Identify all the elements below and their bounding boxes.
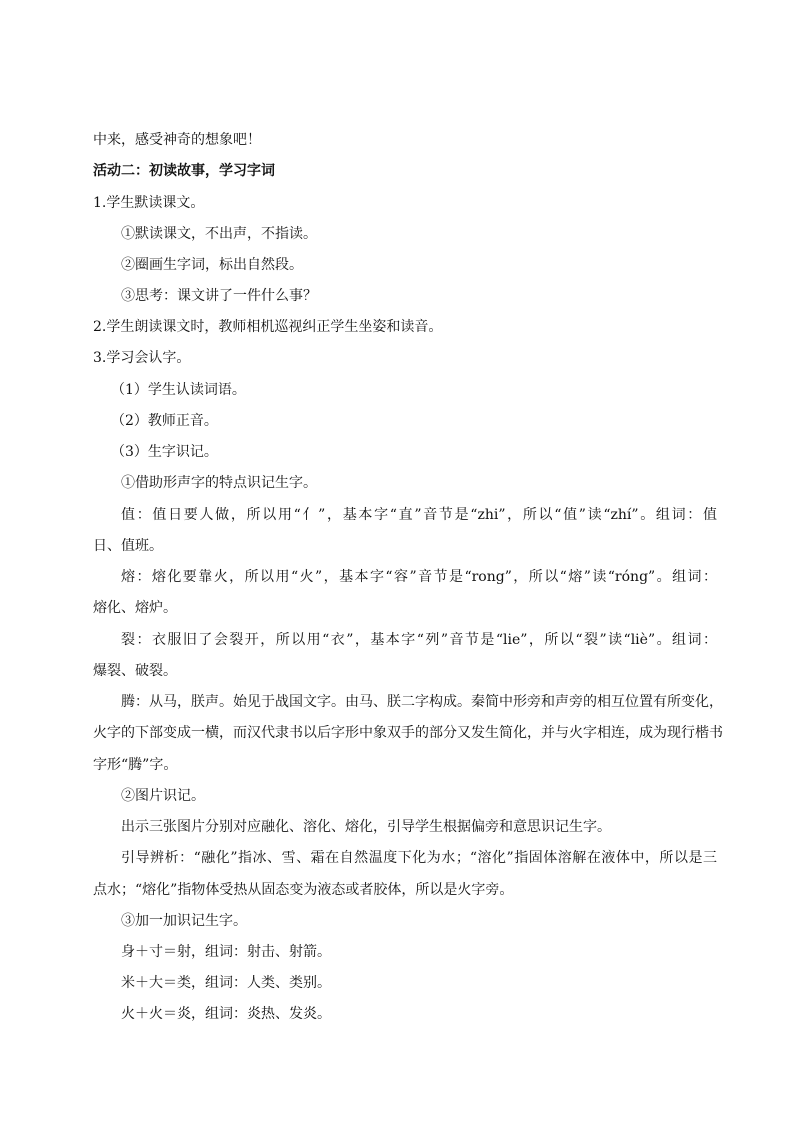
text-line: 值：值日要人做，所以用“亻”，基本字“直”音节是“zhi”，所以“值”读“zhí”。组词：值	[121, 507, 717, 523]
text-line: ①借助形声字的特点识记生字。	[121, 475, 317, 491]
text-line: （3）生字识记。	[111, 444, 218, 460]
section-heading: 活动二：初读故事，学习字词	[93, 163, 275, 179]
text-line: 点水；“熔化”指物体受热从固态变为液态或者胶体，所以是火字旁。	[93, 882, 514, 898]
text-line: ①默读课文，不出声，不指读。	[121, 226, 317, 242]
text-line: ③思考：课文讲了一件什么事？	[121, 288, 317, 304]
text-line: 裂：衣服旧了会裂开，所以用“衣”，基本字“列”音节是“lie”，所以“裂”读“liè”。组词：	[121, 632, 717, 648]
text-line: ②圈画生字词，标出自然段。	[121, 257, 303, 273]
text-line: （1）学生认读词语。	[111, 382, 246, 398]
text-line: ③加一加识记生字。	[121, 913, 247, 929]
text-line: 熔化、熔炉。	[93, 600, 177, 616]
text-line: 字形“腾”字。	[93, 757, 178, 773]
text-line: 3.学习会认字。	[93, 350, 191, 366]
text-line: 中来，感受神奇的想象吧！	[93, 132, 261, 148]
text-line: 身＋寸＝射，组词：射击、射箭。	[121, 944, 331, 960]
text-line: 熔：熔化要靠火，所以用“火”，基本字“容”音节是“rong”，所以“熔”读“róng”。组词：	[121, 569, 717, 585]
text-line: （2）教师正音。	[111, 413, 218, 429]
text-line: 2.学生朗读课文时，教师相机巡视纠正学生坐姿和读音。	[93, 319, 443, 335]
text-line: 火字的下部变成一横，而汉代隶书以后字形中象双手的部分又发生简化，并与火字相连，成为现行楷书	[93, 725, 723, 741]
text-line: ②图片识记。	[121, 788, 205, 804]
text-line: 日、值班。	[93, 538, 163, 554]
text-line: 腾：从马，朕声。始见于战国文字。由马、朕二字构成。秦简中形旁和声旁的相互位置有所变化，	[121, 694, 723, 710]
text-line: 引导辨析：“融化”指冰、雪、霜在自然温度下化为水；“溶化”指固体溶解在液体中，所以是三	[121, 850, 717, 866]
text-line: 米＋大＝类，组词：人类、类别。	[121, 975, 331, 991]
text-line: 出示三张图片分别对应融化、溶化、熔化，引导学生根据偏旁和意思识记生字。	[121, 819, 611, 835]
text-line: 1.学生默读课文。	[93, 195, 205, 211]
text-line: 爆裂、破裂。	[93, 663, 177, 679]
text-line: 火＋火＝炎，组词：炎热、发炎。	[121, 1006, 331, 1022]
